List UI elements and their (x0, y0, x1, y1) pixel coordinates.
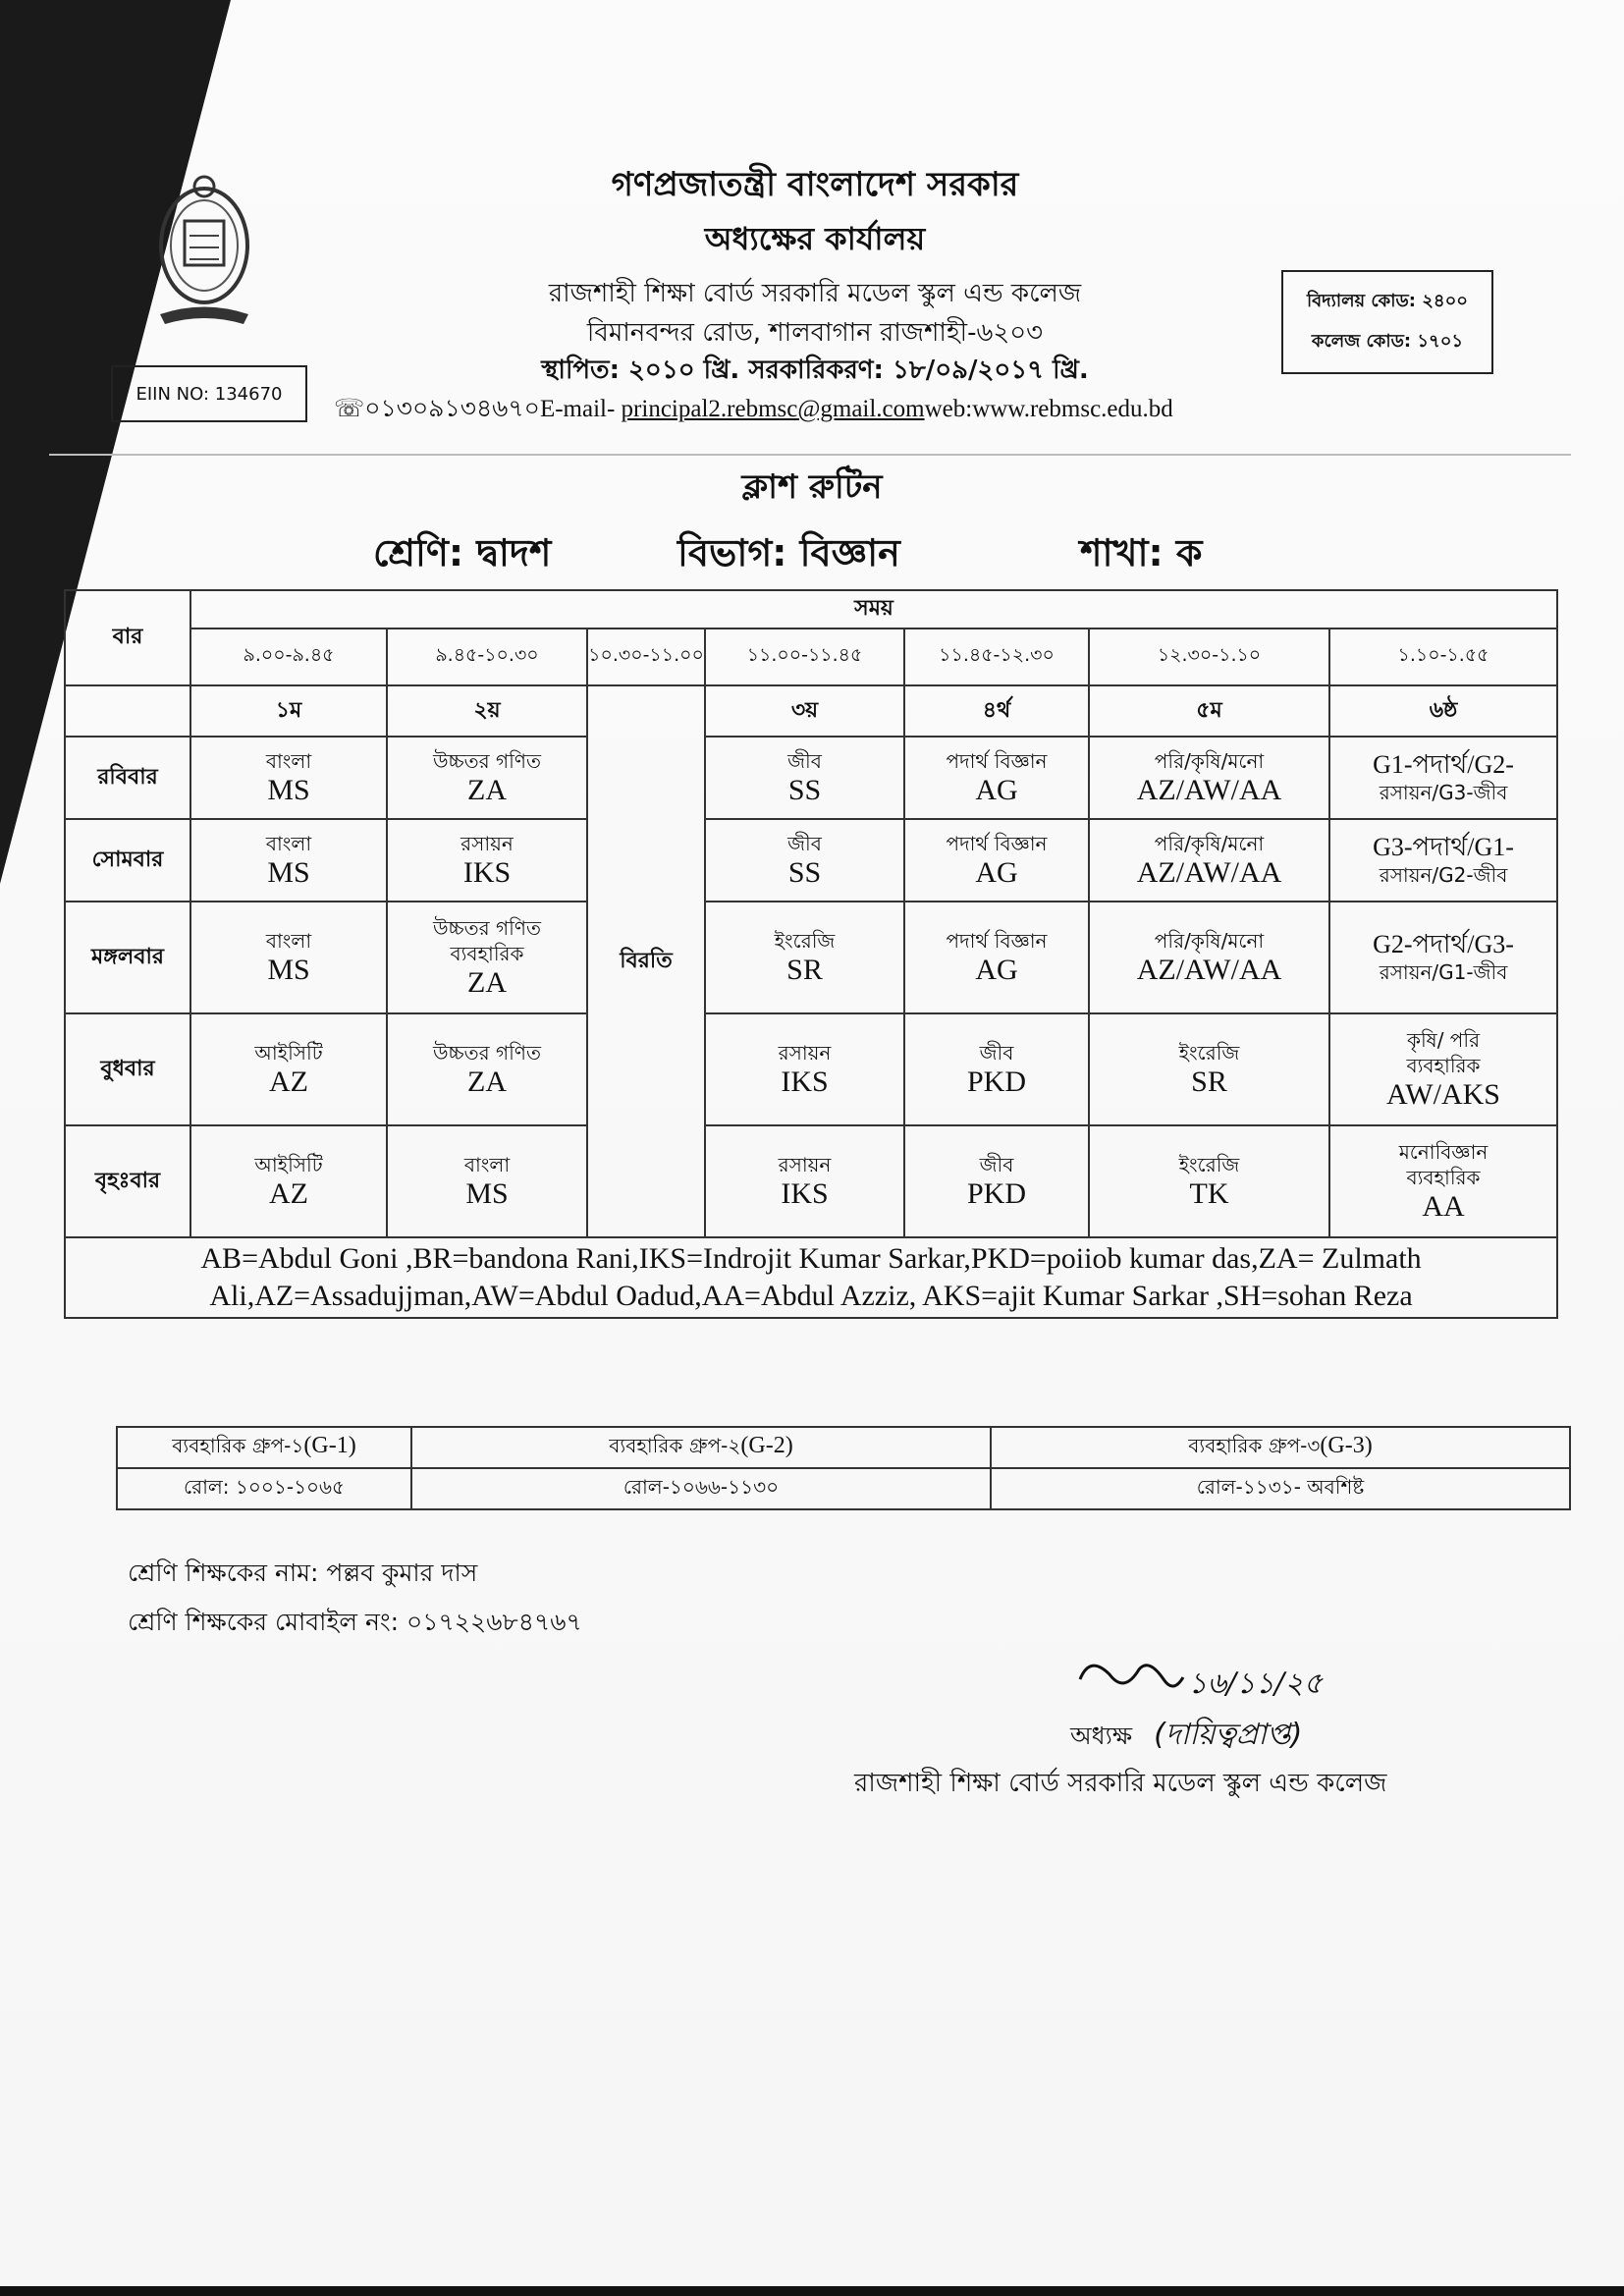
signature-institution: রাজশাহী শিক্ষা বোর্ড সরকারি মডেল স্কুল এন্ড কলেজ (854, 1769, 1387, 1798)
signature-date: ১৬/১১/২৫ (1188, 1667, 1324, 1701)
practical-groups-table (116, 1426, 1571, 1510)
routine-cell: ইংরেজি SR (1089, 1013, 1329, 1125)
time-header: সময় (190, 590, 1557, 629)
routine-cell: ইংরেজি TK (1089, 1125, 1329, 1237)
email-link[interactable]: principal2.rebmsc@gmail.com (621, 396, 925, 422)
principal-signature (1070, 1650, 1384, 1709)
institution-name: রাজশাহী শিক্ষা বোর্ড সরকারি মডেল স্কুল এন্ড কলেজ (548, 279, 1082, 308)
group-roll: রোল-১১৩১- অবশিষ্ট (991, 1468, 1570, 1509)
period-label: ৩য় (705, 685, 904, 737)
routine-cell: বাংলা MS (190, 819, 387, 902)
group-header: ব্যবহারিক গ্রুপ-১(G-1) (117, 1427, 411, 1468)
routine-cell: G1-পদার্থ/G2- রসায়ন/G3-জীব (1329, 737, 1557, 819)
legend-line: Ali,AZ=Assadujjman,AW=Abdul Oadud,AA=Abdul Azziz, AKS=ajit Kumar Sarkar ,SH=sohan Reza (209, 1280, 1413, 1312)
routine-cell: পদার্থ বিজ্ঞান AG (904, 819, 1089, 902)
govt-heading: গণপ্রজাতন্ত্রী বাংলাদেশ সরকার (611, 165, 1019, 204)
period-label: ৪র্থ (904, 685, 1089, 737)
time-slot: ১২.৩০-১.১০ (1089, 629, 1329, 685)
table-row (65, 819, 1557, 902)
period-label: ৬ষ্ঠ (1329, 685, 1557, 737)
day-column-header: বার (65, 590, 190, 685)
time-slot-break: ১০.৩০-১১.০০ (587, 629, 705, 685)
routine-cell: রসায়ন IKS (387, 819, 587, 902)
routine-cell: পরি/কৃষি/মনো AZ/AW/AA (1089, 819, 1329, 902)
day-cell: মঙ্গলবার (65, 902, 190, 1013)
group-header: ব্যবহারিক গ্রুপ-৩(G-3) (991, 1427, 1570, 1468)
time-slot: ৯.৪৫-১০.৩০ (387, 629, 587, 685)
time-slot: ১.১০-১.৫৫ (1329, 629, 1557, 685)
time-slot: ১১.০০-১১.৪৫ (705, 629, 904, 685)
website-link[interactable]: web:www.rebmsc.edu.bd (924, 396, 1173, 422)
class-routine-table (64, 589, 1558, 1319)
signature-scribble-icon (1070, 1650, 1188, 1709)
legend-line: AB=Abdul Goni ,BR=bandona Rani,IKS=Indrojit Kumar Sarkar,PKD=poiiob kumar das,ZA= Zulmath (200, 1242, 1422, 1275)
day-cell: রবিবার (65, 737, 190, 819)
routine-cell: G2-পদার্থ/G3- রসায়ন/G1-জীব (1329, 902, 1557, 1013)
college-code: কলেজ কোড: ১৭০১ (1311, 331, 1464, 352)
routine-cell: পদার্থ বিজ্ঞান AG (904, 737, 1089, 819)
class-teacher-name: শ্রেণি শিক্ষকের নাম: পল্লব কুমার দাস (128, 1558, 478, 1587)
routine-cell: বাংলা MS (387, 1125, 587, 1237)
phone-number: ☏০১৩০৯১৩৪৬৭০ (334, 396, 540, 422)
table-row (65, 1125, 1557, 1237)
department-label: বিভাগ: বিজ্ঞান (677, 531, 900, 574)
routine-cell: কৃষি/ পরি ব্যবহারিক AW/AKS (1329, 1013, 1557, 1125)
contact-line (334, 389, 1414, 431)
routine-cell: উচ্চতর গণিত ZA (387, 1013, 587, 1125)
break-cell: বিরতি (587, 685, 705, 1237)
institution-address: বিমানবন্দর রোড, শালবাগান রাজশাহী-৬২০৩ (586, 318, 1044, 348)
period-label: ৫ম (1089, 685, 1329, 737)
group-roll: রোল: ১০০১-১০৬৫ (117, 1468, 411, 1509)
routine-cell: উচ্চতর গণিত ZA (387, 737, 587, 819)
blank-cell (65, 685, 190, 737)
acting-label: (দায়িত্বপ্রাপ্ত) (1154, 1718, 1303, 1752)
routine-cell: উচ্চতর গণিত ব্যবহারিক ZA (387, 902, 587, 1013)
header-divider (49, 454, 1571, 456)
principal-designation (1070, 1711, 1522, 1761)
section-label: শাখা: ক (1080, 531, 1203, 574)
routine-cell: ইংরেজি SR (705, 902, 904, 1013)
routine-cell: রসায়ন IKS (705, 1125, 904, 1237)
routine-title: ক্লাশ রুটিন (741, 467, 883, 507)
routine-cell: পদার্থ বিজ্ঞান AG (904, 902, 1089, 1013)
routine-cell: জীব PKD (904, 1125, 1089, 1237)
government-seal-icon (145, 167, 263, 334)
routine-cell: বাংলা MS (190, 902, 387, 1013)
routine-cell: বাংলা MS (190, 737, 387, 819)
routine-cell: জীব SS (705, 819, 904, 902)
routine-cell: রসায়ন IKS (705, 1013, 904, 1125)
time-slot: ৯.০০-৯.৪৫ (190, 629, 387, 685)
period-label: ২য় (387, 685, 587, 737)
period-label: ১ম (190, 685, 387, 737)
class-teacher-mobile: শ্রেণি শিক্ষকের মোবাইল নং: ০১৭২২৬৮৪৭৬৭ (128, 1608, 582, 1636)
day-cell: বুধবার (65, 1013, 190, 1125)
table-row (65, 1013, 1557, 1125)
routine-cell: পরি/কৃষি/মনো AZ/AW/AA (1089, 737, 1329, 819)
time-slot: ১১.৪৫-১২.৩০ (904, 629, 1089, 685)
routine-cell: পরি/কৃষি/মনো AZ/AW/AA (1089, 902, 1329, 1013)
routine-cell: জীব SS (705, 737, 904, 819)
day-cell: সোমবার (65, 819, 190, 902)
group-header: ব্যবহারিক গ্রুপ-২(G-2) (411, 1427, 991, 1468)
school-code: বিদ্যালয় কোড: ২৪০০ (1307, 291, 1468, 311)
scan-shadow-bottom (0, 2286, 1624, 2296)
eiin-box (111, 365, 307, 422)
class-label: শ্রেণি: দ্বাদশ (373, 531, 552, 574)
routine-cell: আইসিটি AZ (190, 1125, 387, 1237)
table-row (65, 902, 1557, 1013)
group-roll: রোল-১০৬৬-১১৩০ (411, 1468, 991, 1509)
designation-label: অধ্যক্ষ (1070, 1722, 1133, 1750)
routine-cell: জীব PKD (904, 1013, 1089, 1125)
eiin-number: EIIN NO: 134670 (135, 383, 283, 405)
institution-code-box (1281, 270, 1493, 374)
day-cell: বৃহঃবার (65, 1125, 190, 1237)
routine-cell: G3-পদার্থ/G1- রসায়ন/G2-জীব (1329, 819, 1557, 902)
email-label: E-mail- (539, 396, 622, 422)
routine-cell: আইসিটি AZ (190, 1013, 387, 1125)
established-info: স্থাপিত: ২০১০ খ্রি. সরকারিকরণ: ১৮/০৯/২০১৭ খ্রি. (541, 355, 1089, 385)
table-row (65, 737, 1557, 819)
office-heading: অধ্যক্ষের কার্যালয় (704, 220, 926, 257)
routine-cell: মনোবিজ্ঞান ব্যবহারিক AA (1329, 1125, 1557, 1237)
teacher-legend (65, 1237, 1557, 1318)
